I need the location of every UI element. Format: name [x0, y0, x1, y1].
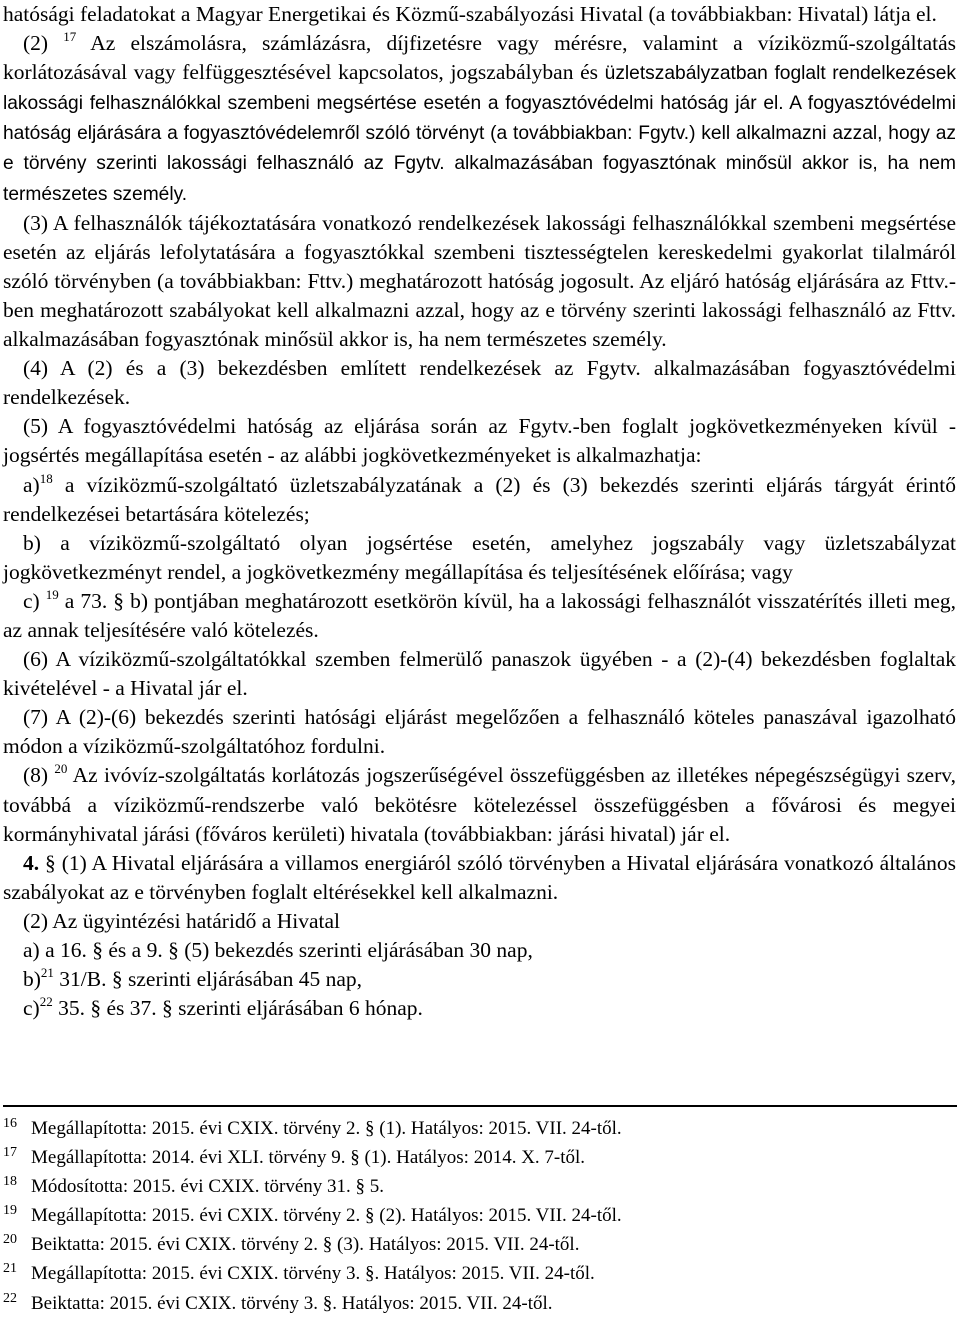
section-4 [3, 849, 956, 907]
point-text: a víziközmű-szolgáltató üzletszabályzatának a (2) és (3) bekezdés szerinti eljárás tárgyát érintő rendelkezései betartására kötelezés; [3, 472, 956, 526]
footnote-16 [3, 1114, 953, 1143]
point-text: a 73. § b) pontjában meghatározott esetkörön kívül, ha a lakossági felhasználót visszatérítés illeti meg, az annak teljesítésére való kötelezés. [3, 588, 956, 642]
document-body [3, 0, 956, 1023]
footnote-number: 17 [3, 1145, 17, 1161]
paragraph-6: (6) A víziközmű-szolgáltatókkal szemben felmerülő panaszok ügyében - a (2)-(4) bekezdésben foglaltak kivételével - a Hivatal jár el. [3, 647, 956, 701]
point-text: 31/B. § szerinti eljárásában 45 nap, [53, 967, 362, 992]
footnote-17 [3, 1143, 953, 1172]
footnote-text: Megállapította: 2015. évi CXIX. törvény 2. § (1). Hatályos: 2015. VII. 24-től. [31, 1118, 622, 1139]
footnote-text: Megállapította: 2015. évi CXIX. törvény 2. § (2). Hatályos: 2015. VII. 24-től. [31, 1205, 622, 1227]
footnote-ref-21[interactable]: 21 [40, 965, 54, 981]
point-label: c) [23, 588, 46, 613]
footnote-divider [3, 1105, 957, 1107]
footnote-text: Beiktatta: 2015. évi CXIX. törvény 3. §. Hatályos: 2015. VII. 24-től. [31, 1292, 553, 1314]
footnote-ref-22[interactable]: 22 [39, 994, 53, 1010]
point-label: c) [23, 996, 40, 1021]
section-4-items [3, 907, 956, 1023]
paragraph-text-sans: üzletszabályzatban foglalt rendelkezések lakossági felhasználókkal szembeni megsértése esetén a fogyasztóvédelmi hatóság jár el. A fogyasztóvédelmi hatóság eljárására a fogyasztóvédelemről szóló törvényt (a továbbiakban: Fgytv.) kell alkalmazni azzal, hogy az e törvény szerinti lakossági felhasználó az Fgytv. alkalmazásában fogyasztónak minősül akkor is, ha nem természetes személy. [3, 63, 956, 205]
point-5c [3, 587, 956, 645]
point-5a [3, 471, 956, 529]
footnote-number: 22 [3, 1290, 17, 1306]
section-number: 4. [23, 850, 46, 875]
paragraph-label: (8) [23, 763, 55, 788]
point-label: a) [23, 472, 40, 497]
section-text: § (1) A Hivatal eljárására a villamos energiáról szóló törvényben a Hivatal eljárására vonatkozó általános szabályokat az e törvényben foglalt eltérésekkel kell alkalmazni. [3, 850, 957, 904]
paragraph-text: Az elszámolásra, számlázásra, díjfizetésre vagy mérésre, valamint a víziközmű-szolgáltatás korlátozásával vagy felfüggesztésével kapcsolatos, jogszabályban és [3, 31, 956, 85]
paragraph-5: (5) A fogyasztóvédelmi hatóság az eljárása során az Fgytv.-ben foglalt jogkövetkezményeken kívül - jogsértés megállapítása esetén - az alábbi jogkövetkezményeket is alkalmazhatja: [3, 414, 956, 468]
paragraph-continuation: hatósági feladatokat a Magyar Energetikai és Közmű-szabályozási Hivatal (a továbbiakban: Hivatal) látja el. [3, 2, 937, 26]
section-4-point-b [23, 965, 956, 994]
footnote-ref-19[interactable]: 19 [45, 586, 59, 602]
footnote-text: Megállapította: 2015. évi CXIX. törvény 3. §. Hatályos: 2015. VII. 24-től. [31, 1263, 595, 1285]
paragraph-label: (2) [23, 31, 64, 56]
footnote-number: 16 [3, 1116, 17, 1131]
footnote-21 [3, 1259, 953, 1288]
footnote-19 [3, 1201, 953, 1230]
footnotes [3, 1114, 953, 1318]
paragraph-8 [3, 761, 956, 848]
footnote-number: 18 [3, 1174, 17, 1190]
point-5b: b) a víziközmű-szolgáltató olyan jogsértése esetén, amelyhez jogszabály vagy üzletszabályzat jogkövetkezményt rendel, a jogkövetkezmény megállapítása és teljesítésének előírása; vagy [3, 530, 956, 584]
footnote-text: Beiktatta: 2015. évi CXIX. törvény 2. § (3). Hatályos: 2015. VII. 24-től. [31, 1234, 580, 1256]
footnote-number: 19 [3, 1203, 17, 1219]
footnote-number: 20 [3, 1232, 17, 1248]
footnote-ref-18[interactable]: 18 [39, 470, 53, 486]
paragraph-4: (4) A (2) és a (3) bekezdésben említett rendelkezések az Fgytv. alkalmazásában fogyasztóvédelmi rendelkezések. [3, 356, 956, 410]
paragraph-7: (7) A (2)-(6) bekezdés szerinti hatósági eljárást megelőzően a felhasználó köteles panaszával igazolható módon a víziközmű-szolgáltatóhoz fordulni. [3, 705, 956, 759]
point-label: b) [23, 967, 41, 992]
footnote-20 [3, 1230, 953, 1259]
footnote-22 [3, 1289, 953, 1318]
footnote-18 [3, 1172, 953, 1201]
point-text: 35. § és 37. § szerinti eljárásában 6 hónap. [52, 996, 423, 1021]
section-4-point-a: a) a 16. § és a 9. § (5) bekezdés szerinti eljárásában 30 nap, [23, 938, 533, 962]
footnote-text: Módosította: 2015. évi CXIX. törvény 31. § 5. [31, 1176, 385, 1198]
section-4-paragraph-2: (2) Az ügyintézési határidő a Hivatal [23, 908, 341, 933]
footnote-ref-17[interactable]: 17 [63, 29, 77, 45]
paragraph-3: (3) A felhasználók tájékoztatására vonatkozó rendelkezések lakossági felhasználókkal szembeni megsértése esetén az eljárás lefolytatására a fogyasztókkal szembeni tisztességtelen kereskedelmi gyakorlat tilalmáról szóló törvényben (a továbbiakban: Fttv.) meghatározott hatóság jogosult. Az eljáró hatóság eljárására az Fttv.-ben meghatározott szabályokat kell alkalmazni azzal, hogy az e törvény szerinti lakossági felhasználó az Fttv. alkalmazásában fogyasztónak minősül akkor is, ha nem természetes személy. [3, 210, 956, 352]
footnote-ref-20[interactable]: 20 [54, 761, 68, 777]
paragraph-2 [3, 29, 956, 209]
footnote-text: Megállapította: 2014. évi XLI. törvény 9. § (1). Hatályos: 2014. X. 7-től. [31, 1147, 586, 1169]
footnote-number: 21 [3, 1261, 17, 1277]
paragraph-text: Az ivóvíz-szolgáltatás korlátozás jogszerűségével összefüggésben az illetékes népegészségügyi szerv, továbbá a víziközmű-rendszerbe való bekötésre kötelezéssel összefüggésben a fővárosi és megyei kormányhivatal járási (főváros kerületi) hivatala (továbbiakban: járási hivatal) jár el. [3, 763, 956, 846]
section-4-point-c [23, 994, 956, 1023]
